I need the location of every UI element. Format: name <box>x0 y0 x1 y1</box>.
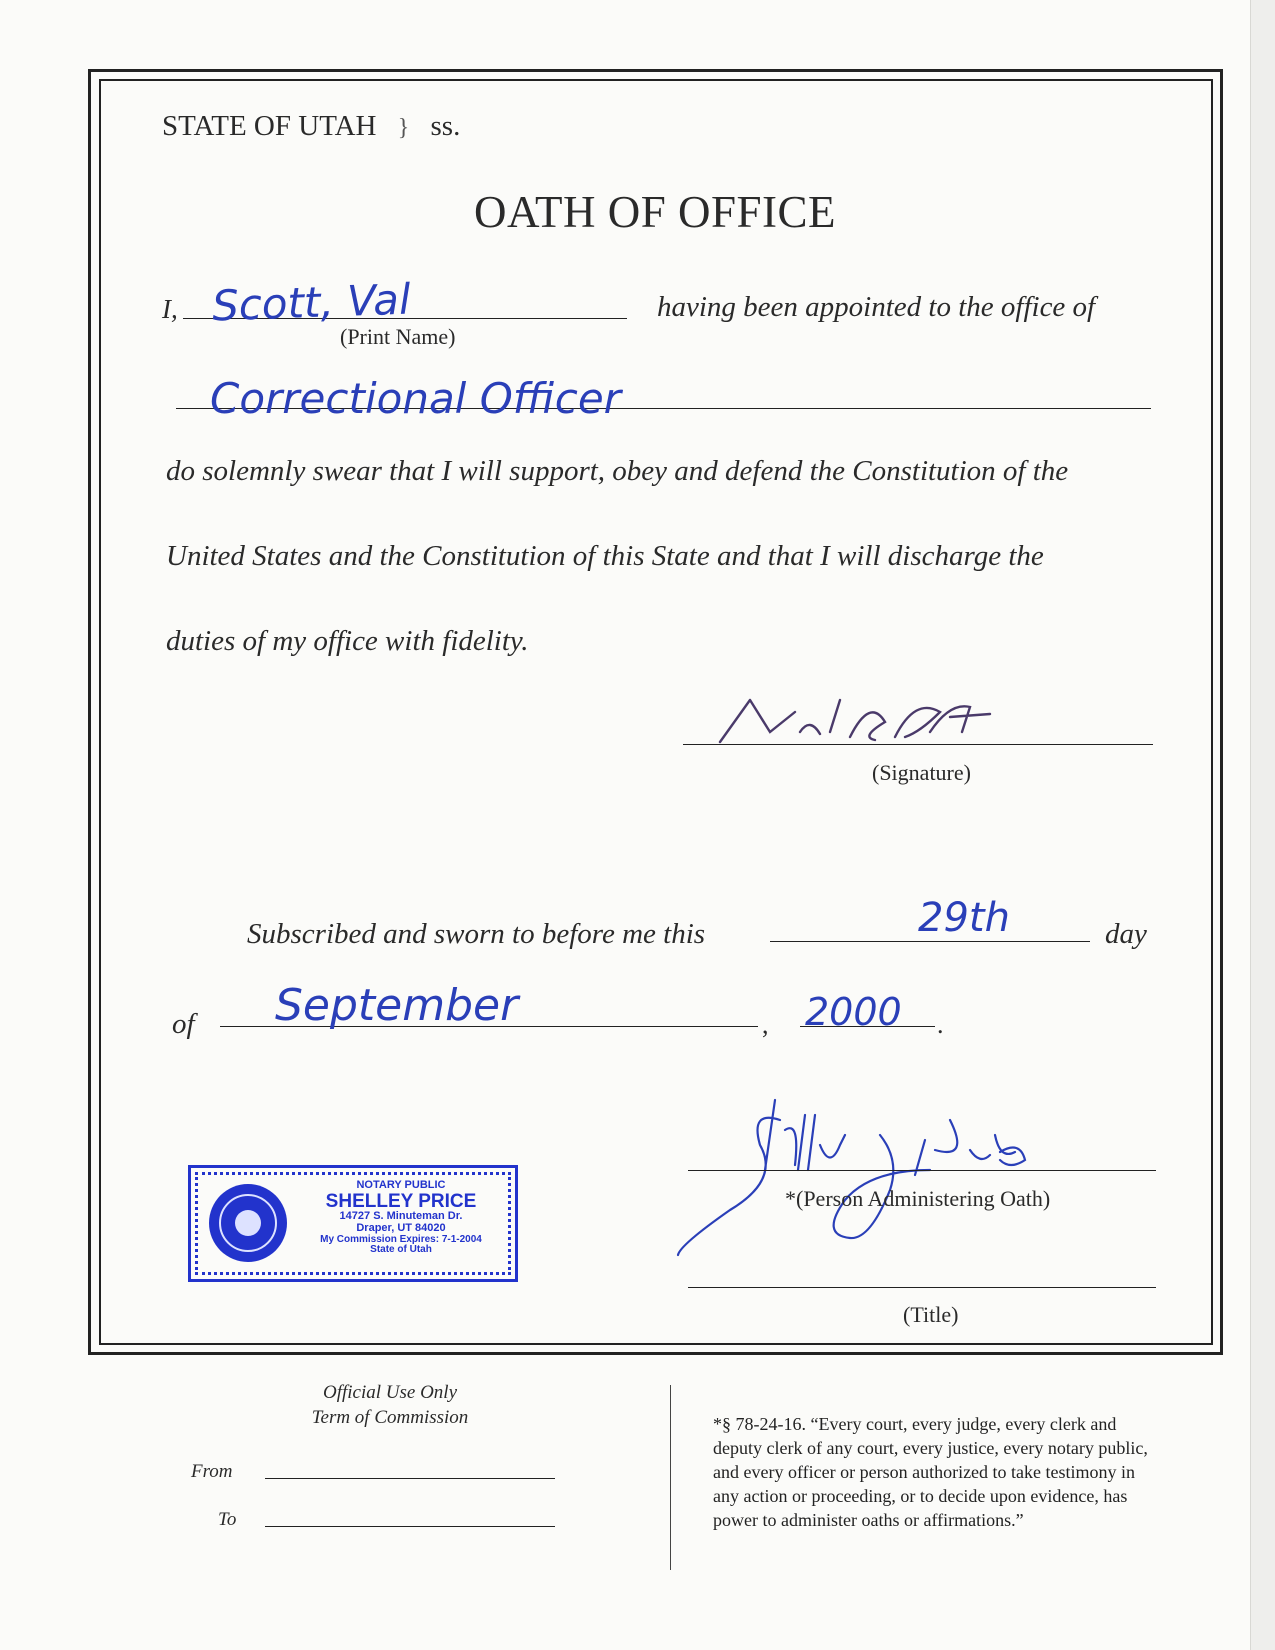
stamp-title: NOTARY PUBLIC <box>356 1179 446 1191</box>
notary-signature <box>670 1090 1070 1265</box>
footnote-line-5: power to administer oaths or affirmations.” <box>713 1510 1024 1530</box>
brace-glyph: } <box>397 115 410 141</box>
stamp-address-2: Draper, UT 84020 <box>356 1222 446 1235</box>
footnote-line-3: and every officer or person authorized to take testimony in <box>713 1462 1136 1482</box>
term-of-commission-label: Term of Commission <box>311 1407 469 1428</box>
print-name-caption: (Print Name) <box>340 324 456 349</box>
page-edge <box>1250 0 1275 1650</box>
title-line <box>688 1287 1156 1288</box>
to-line <box>265 1526 555 1527</box>
oath-line-1: do solemnly swear that I will support, obey and defend the Constitution of the <box>166 455 1069 487</box>
from-label: From <box>191 1461 233 1482</box>
appointment-suffix: having been appointed to the office of <box>657 291 1096 323</box>
year-period: . <box>937 1010 944 1039</box>
signature-line <box>683 744 1153 745</box>
oath-line-3: duties of my office with fidelity. <box>166 625 529 657</box>
oath-line-2: United States and the Constitution of this State and that I will discharge the <box>166 540 1044 572</box>
state-header <box>162 110 460 143</box>
year-value: 2000 <box>805 990 902 1034</box>
section-divider <box>670 1385 671 1570</box>
official-use-heading <box>270 1380 510 1430</box>
state-label: STATE OF UTAH <box>162 110 377 142</box>
statute-footnote <box>713 1412 1148 1532</box>
stamp-name: SHELLEY PRICE <box>325 1190 477 1212</box>
to-label: To <box>218 1509 237 1530</box>
footnote-line-2: deputy clerk of any court, every justice, every notary public, <box>713 1438 1148 1458</box>
stamp-address-1: 14727 S. Minuteman Dr. <box>339 1210 463 1223</box>
i-prefix: I, <box>162 294 178 324</box>
day-line <box>770 941 1090 942</box>
administrator-line <box>688 1170 1156 1171</box>
month-comma: , <box>762 1010 769 1039</box>
page-title: OATH OF OFFICE <box>473 187 837 237</box>
day-word: day <box>1105 918 1147 950</box>
official-use-label: Official Use Only <box>322 1382 458 1403</box>
from-line <box>265 1478 555 1479</box>
notary-stamp <box>188 1165 518 1282</box>
month-value: September <box>275 980 519 1031</box>
state-seal-icon <box>209 1184 287 1262</box>
office-value: Correctional Officer <box>210 374 621 423</box>
of-word: of <box>172 1008 195 1040</box>
footnote-line-1: *§ 78-24-16. “Every court, every judge, every clerk and <box>713 1414 1117 1434</box>
ss-label: ss. <box>430 110 461 142</box>
subscribed-text: Subscribed and sworn to before me this <box>247 918 706 950</box>
stamp-commission: My Commission Expires: 7-1-2004 <box>320 1233 482 1245</box>
signature-caption: (Signature) <box>872 760 971 785</box>
day-value: 29th <box>918 895 1010 941</box>
print-name-value: Scott, Val <box>211 274 412 331</box>
officer-signature <box>700 692 1000 752</box>
title-caption: (Title) <box>903 1302 959 1327</box>
stamp-state: State of Utah <box>370 1244 432 1256</box>
administrator-caption: *(Person Administering Oath) <box>785 1186 1051 1211</box>
footnote-line-4: any action or proceeding, or to decide upon evidence, has <box>713 1486 1128 1506</box>
